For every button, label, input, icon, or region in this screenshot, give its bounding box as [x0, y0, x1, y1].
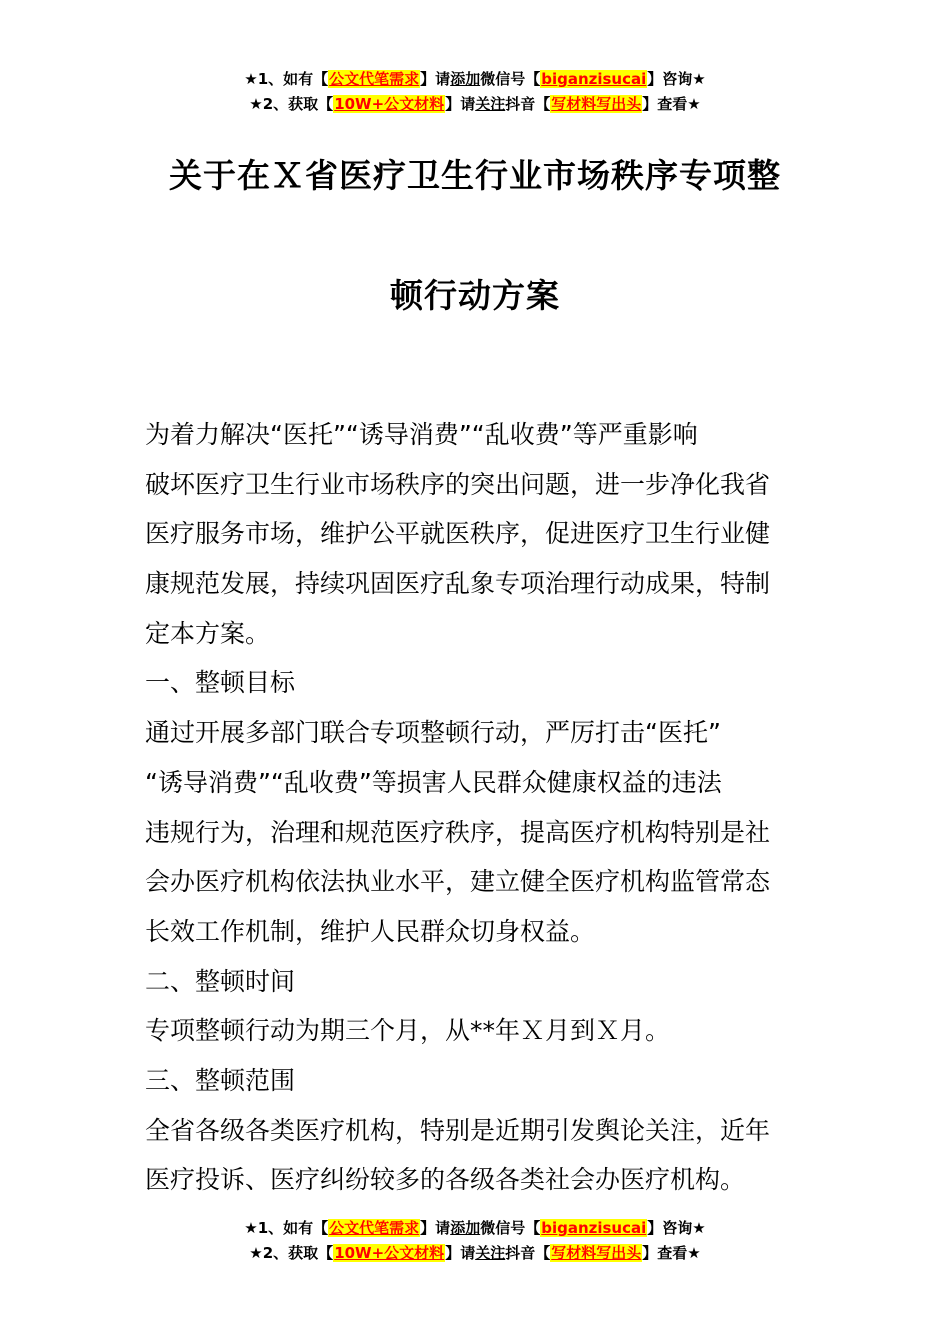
banner-text: ★2、获取【	[249, 1244, 334, 1262]
highlight-douyin: 写材料写出头	[551, 1244, 642, 1262]
highlight-wechat-id: biganzisucai	[541, 1219, 647, 1237]
body-line: 通过开展多部门联合专项整顿行动，严厉打击“医托”	[145, 718, 721, 748]
body-line: 医疗投诉、医疗纠纷较多的各级各类社会办医疗机构。	[145, 1165, 746, 1195]
body-line: “诱导消费”“乱收费”等损害人民群众健康权益的违法	[145, 767, 722, 797]
banner-text: ★1、如有【	[244, 70, 329, 88]
body-line: 医疗服务市场，维护公平就医秩序，促进医疗卫生行业健	[145, 519, 771, 549]
body-line: 康规范发展，持续巩固医疗乱象专项治理行动成果，特制	[145, 569, 771, 599]
document-title-line-1: 关于在Ｘ省医疗卫生行业市场秩序专项整	[169, 156, 781, 195]
body-line: 全省各级各类医疗机构，特别是近期引发舆论关注，近年	[145, 1115, 771, 1145]
header-banner	[0, 67, 950, 117]
highlight-ghostwriting: 公文代笔需求	[329, 70, 420, 88]
banner-line-2	[0, 92, 950, 117]
banner-text: 】咨询★	[647, 1219, 706, 1237]
banner-text: 】请	[445, 1244, 476, 1262]
document-body	[145, 410, 810, 1205]
body-line: 会办医疗机构依法执业水平，建立健全医疗机构监管常态	[145, 867, 771, 897]
banner-text-underlined: 添加	[450, 70, 481, 88]
section-heading-goal: 一、整顿目标	[145, 668, 296, 698]
banner-text-underlined: 关注	[475, 95, 506, 113]
banner-text: 抖音【	[505, 95, 551, 113]
highlight-douyin: 写材料写出头	[551, 95, 642, 113]
banner-text: 】请	[445, 95, 476, 113]
body-line: 违规行为，治理和规范医疗秩序，提高医疗机构特别是社	[145, 817, 771, 847]
banner-text: ★2、获取【	[249, 95, 334, 113]
body-line: 为着力解决“医托”“诱导消费”“乱收费”等严重影响	[145, 420, 698, 449]
banner-text: 微信号【	[480, 70, 541, 88]
highlight-materials: 10W+公文材料	[334, 1244, 445, 1262]
banner-text: 】咨询★	[647, 70, 706, 88]
body-line: 破坏医疗卫生行业市场秩序的突出问题，进一步净化我省	[145, 469, 771, 499]
footer-banner	[0, 1216, 950, 1266]
banner-text: 】查看★	[642, 1244, 701, 1262]
highlight-wechat-id: biganzisucai	[541, 70, 647, 88]
banner-text: 抖音【	[505, 1244, 551, 1262]
highlight-materials: 10W+公文材料	[334, 95, 445, 113]
body-line: 专项整顿行动为期三个月，从**年Ｘ月到Ｘ月。	[145, 1016, 671, 1046]
body-line: 定本方案。	[145, 618, 271, 648]
banner-text-underlined: 添加	[450, 1219, 481, 1237]
highlight-ghostwriting: 公文代笔需求	[329, 1219, 420, 1237]
banner-line-1	[0, 1216, 950, 1241]
document-title-line-2: 顿行动方案	[390, 276, 560, 315]
body-line: 长效工作机制，维护人民群众切身权益。	[145, 916, 596, 946]
banner-text-underlined: 关注	[475, 1244, 506, 1262]
banner-text: 】请	[420, 1219, 451, 1237]
section-heading-scope: 三、整顿范围	[145, 1065, 296, 1095]
banner-text: 】查看★	[642, 95, 701, 113]
banner-text: 】请	[420, 70, 451, 88]
banner-line-2	[0, 1241, 950, 1266]
section-heading-time: 二、整顿时间	[145, 966, 296, 996]
banner-text: ★1、如有【	[244, 1219, 329, 1237]
banner-text: 微信号【	[480, 1219, 541, 1237]
banner-line-1	[0, 67, 950, 92]
